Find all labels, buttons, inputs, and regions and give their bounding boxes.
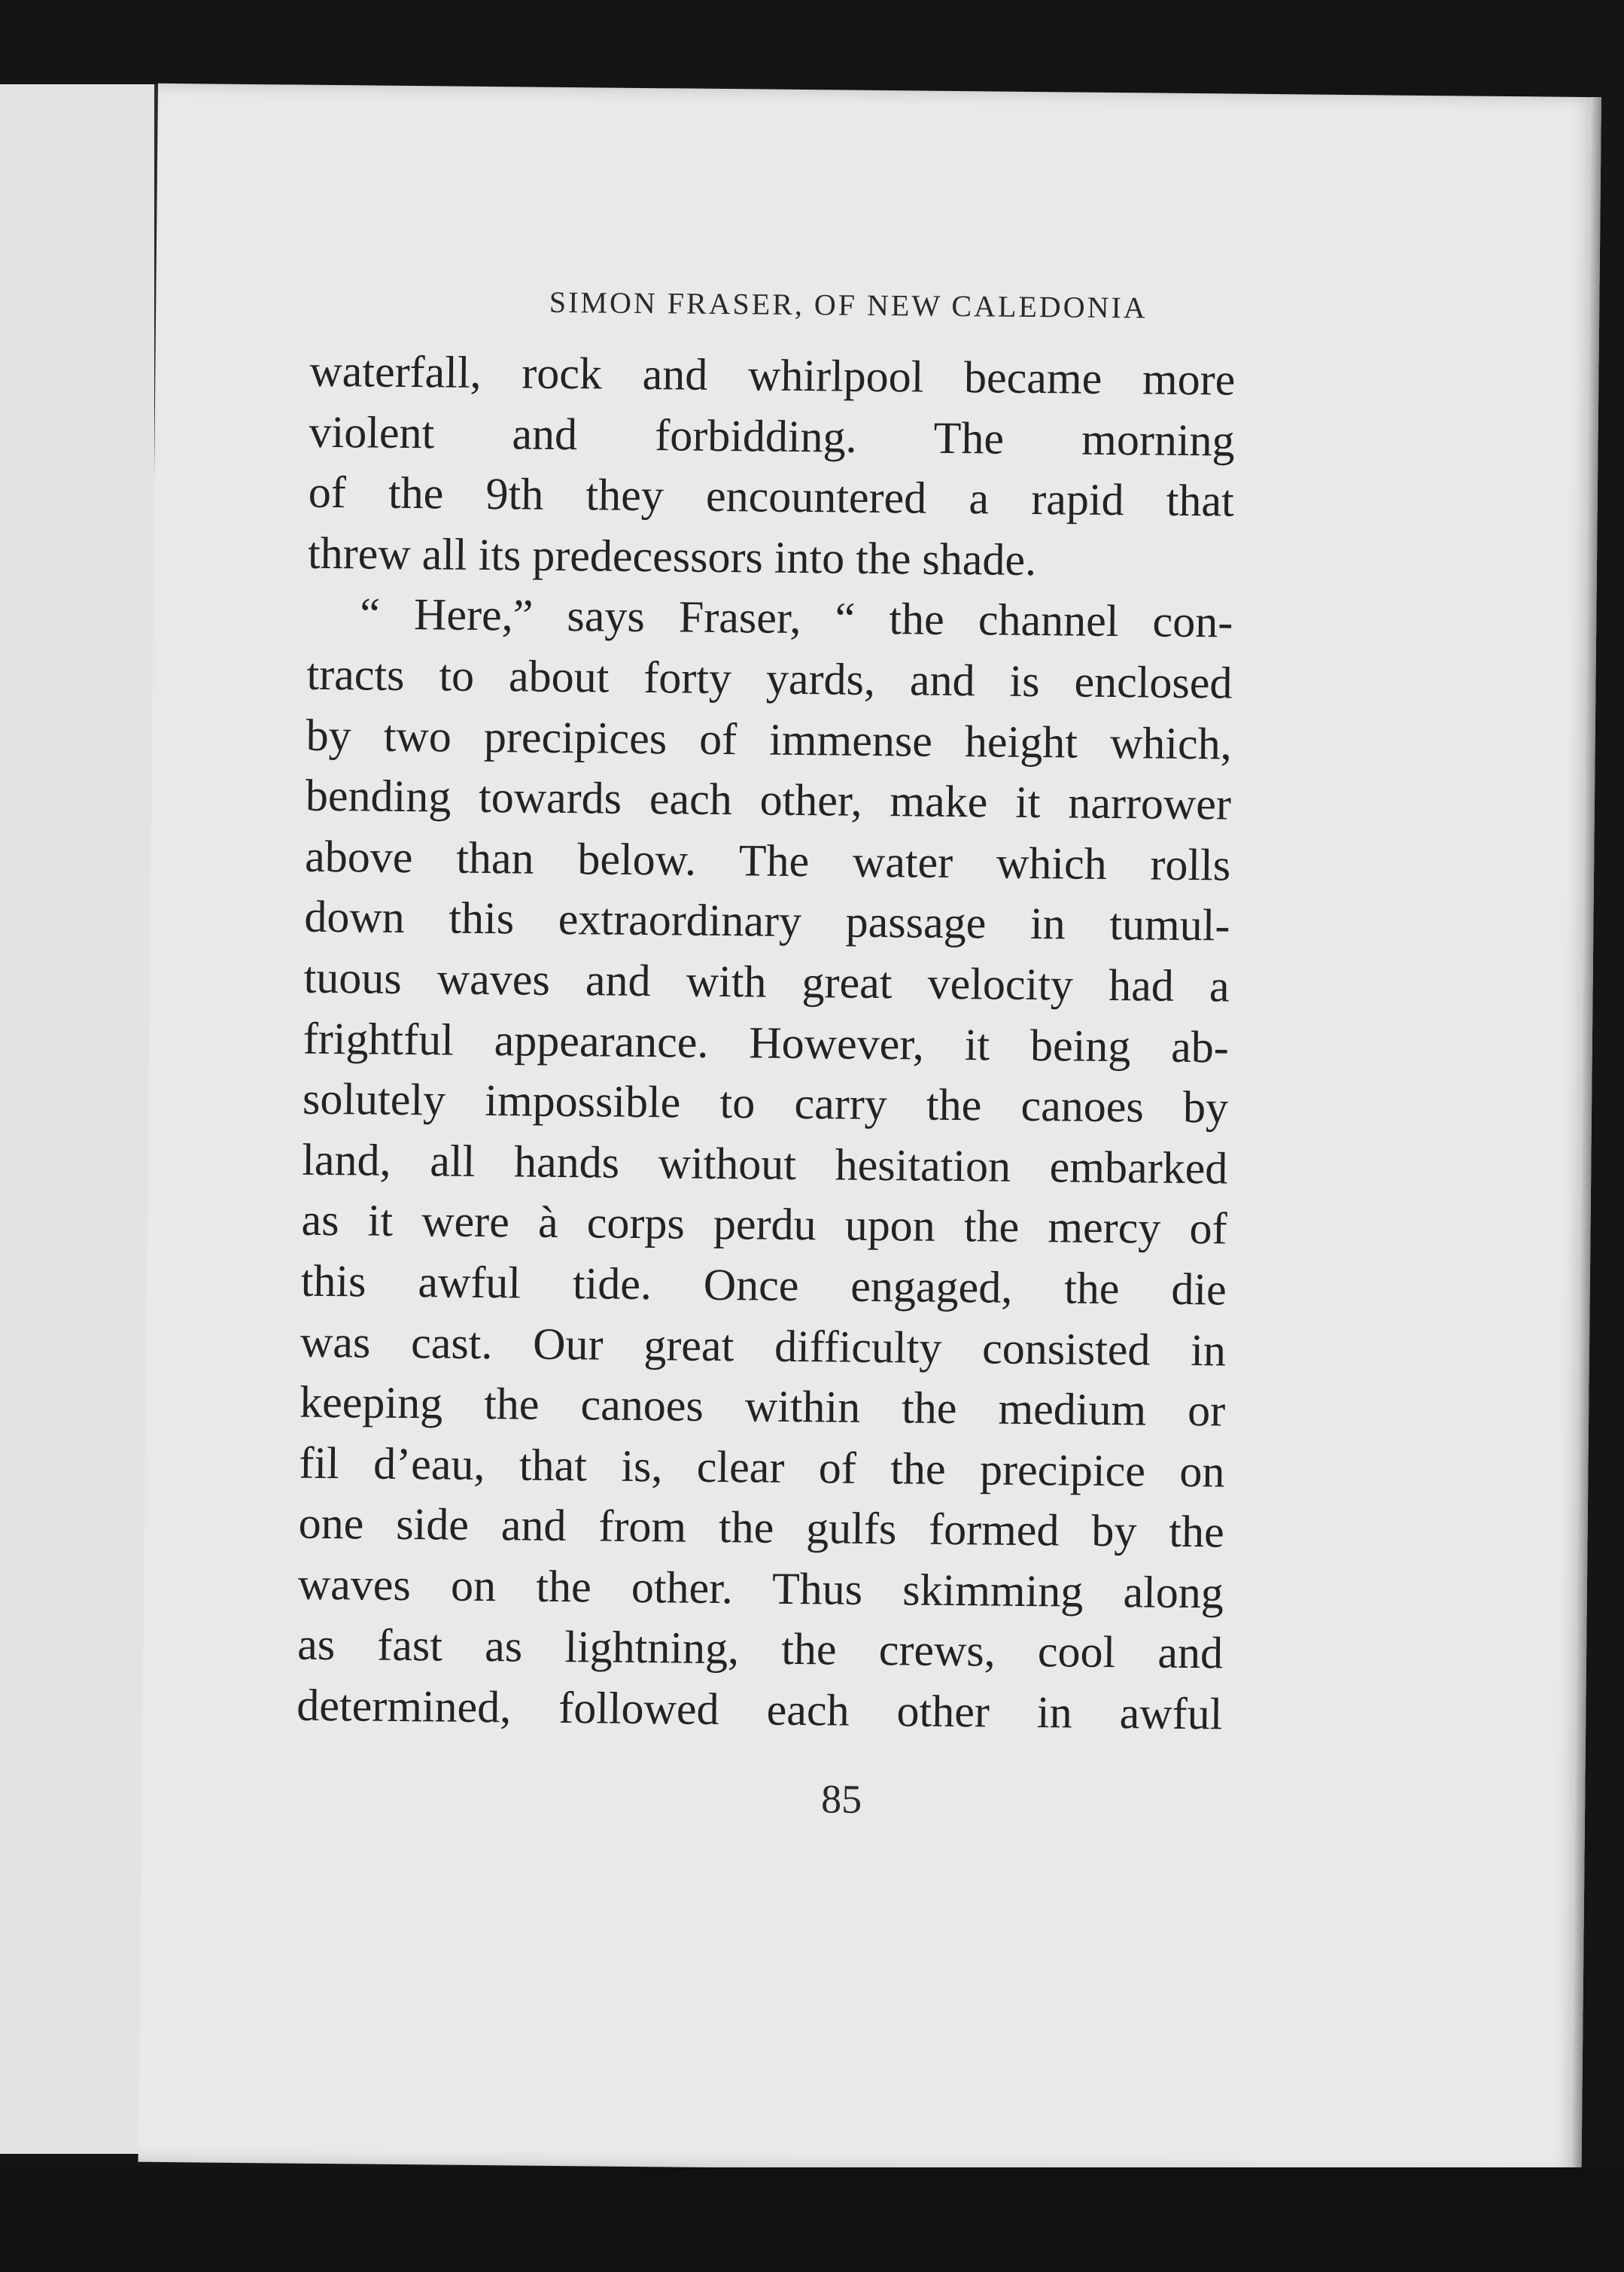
book-page [138, 84, 1601, 2176]
text-line: waterfall, rock and whirlpool became more [309, 345, 1236, 405]
page-fore-edge [1571, 97, 1601, 2176]
scan-bottom-border [0, 2167, 1624, 2272]
text-line: “ Here,” says Fraser, “ the channel con- [359, 589, 1233, 647]
text-line: frightful appearance. However, it being ab- [303, 1013, 1230, 1072]
text-line: keeping the canoes within the medium or [299, 1376, 1226, 1436]
page-number: 85 [820, 1776, 862, 1822]
scan-top-border [0, 0, 1624, 98]
text-line: as fast as lightning, the crews, cool and [297, 1620, 1224, 1678]
text-line: tuous waves and with great velocity had a [303, 952, 1230, 1011]
text-line: one side and from the gulfs formed by the [298, 1498, 1224, 1557]
text-line: waves on the other. Thus skimming along [297, 1559, 1224, 1618]
text-line: down this extraordinary passage in tumul- [304, 892, 1230, 950]
body-text [297, 341, 1236, 1744]
text-line: this awful tide. Once engaged, the die [300, 1255, 1227, 1315]
text-line: determined, followed each other in awful [297, 1680, 1223, 1739]
text-line: as it were à corps perdu upon the mercy of [301, 1195, 1227, 1254]
text-line: of the 9th they encountered a rapid that [308, 467, 1235, 526]
running-head: SIMON FRASER, OF NEW CALEDONIA [549, 284, 1148, 325]
text-line: tracts to about forty yards, and is enclosed [306, 649, 1233, 708]
text-line: bending towards each other, make it narrower [305, 770, 1232, 829]
text-line: solutely impossible to carry the canoes by [302, 1073, 1229, 1133]
text-line: was cast. Our great difficulty consisted in [300, 1316, 1227, 1375]
text-line: threw all its predecessors into the shade. [307, 528, 1037, 585]
text-line: violent and forbidding. The morning [309, 406, 1235, 466]
text-line: by two precipices of immense height which, [306, 710, 1233, 769]
facing-page-edge [0, 84, 159, 2154]
text-line: land, all hands without hesitation embarked [302, 1134, 1228, 1194]
text-line: above than below. The water which rolls [304, 831, 1231, 890]
text-line: fil d’eau, that is, clear of the precipice on [299, 1437, 1225, 1497]
